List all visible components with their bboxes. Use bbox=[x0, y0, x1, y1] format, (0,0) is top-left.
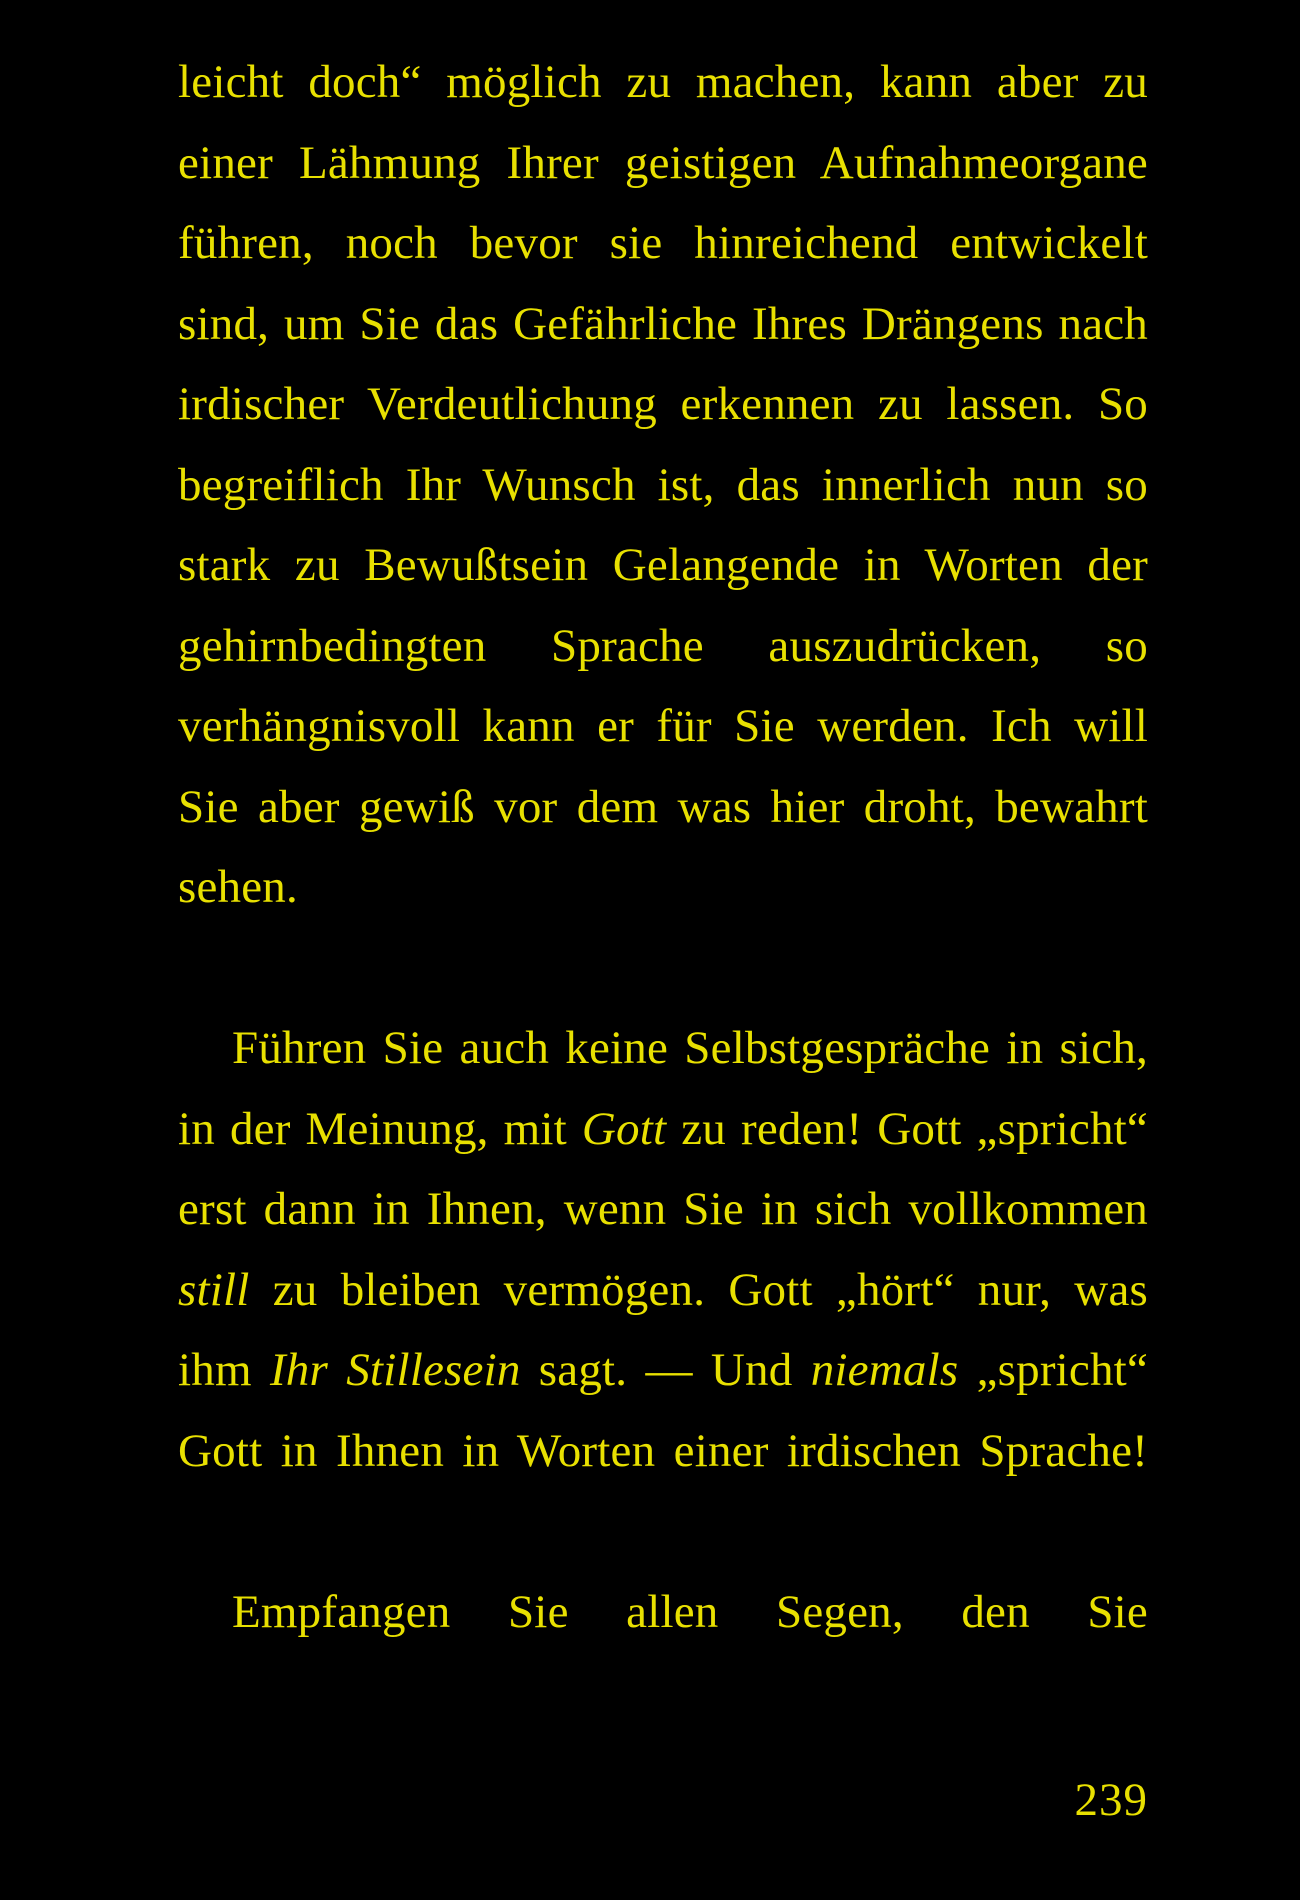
paragraph-2-emphasis-ihr-stillesein: Ihr Stillesein bbox=[269, 1344, 521, 1396]
paragraph-2-emphasis-still: still bbox=[178, 1263, 250, 1316]
paragraph-2-segment-1: Führen Sie auch keine Selbstgespräche in sich, in der Meinung, mit bbox=[178, 1022, 1148, 1155]
paragraph-2-emphasis-niemals: niemals bbox=[810, 1344, 959, 1396]
paragraph-2-segment-5: „spricht“ Gott in Ihnen in Worten einer irdischen Sprache! bbox=[178, 1344, 1149, 1477]
text-column bbox=[178, 42, 1148, 1733]
paragraph-1-text: leicht doch“ möglich zu machen, kann aber zu einer Lähmung Ihrer geistigen Aufnahmeorgane führen, noch bevor sie hinreichend entwickelt sind, um Sie das Gefährliche Ihres Drängens nach irdischer Verdeutlichung erkennen zu lassen. So begreiflich Ihr Wunsch ist, das innerlich nun so stark zu Bewußtsein Gelangende in Worten der gehirnbedingten Sprache auszudrücken, so verhängnisvoll kann er für Sie werden. Ich will Sie aber gewiß vor dem was hier droht, bewahrt sehen. bbox=[178, 56, 1148, 913]
paragraph-2-segment-2: zu reden! Gott „spricht“ erst dann in Ihnen, wenn Sie in sich vollkommen bbox=[178, 1102, 1148, 1235]
paragraph-2-segment-3: zu bleiben vermögen. Gott „hört“ nur, was ihm bbox=[178, 1263, 1148, 1396]
page-number: 239 bbox=[1074, 1774, 1148, 1826]
paragraph-1 bbox=[178, 42, 1148, 1008]
paragraph-3-text: Empfangen Sie allen Segen, den Sie bbox=[232, 1585, 1148, 1638]
paragraph-2-segment-4: sagt. — Und bbox=[520, 1344, 811, 1396]
paragraph-2 bbox=[178, 1008, 1148, 1572]
paragraph-3 bbox=[178, 1572, 1148, 1733]
paragraph-2-emphasis-gott: Gott bbox=[581, 1102, 667, 1155]
